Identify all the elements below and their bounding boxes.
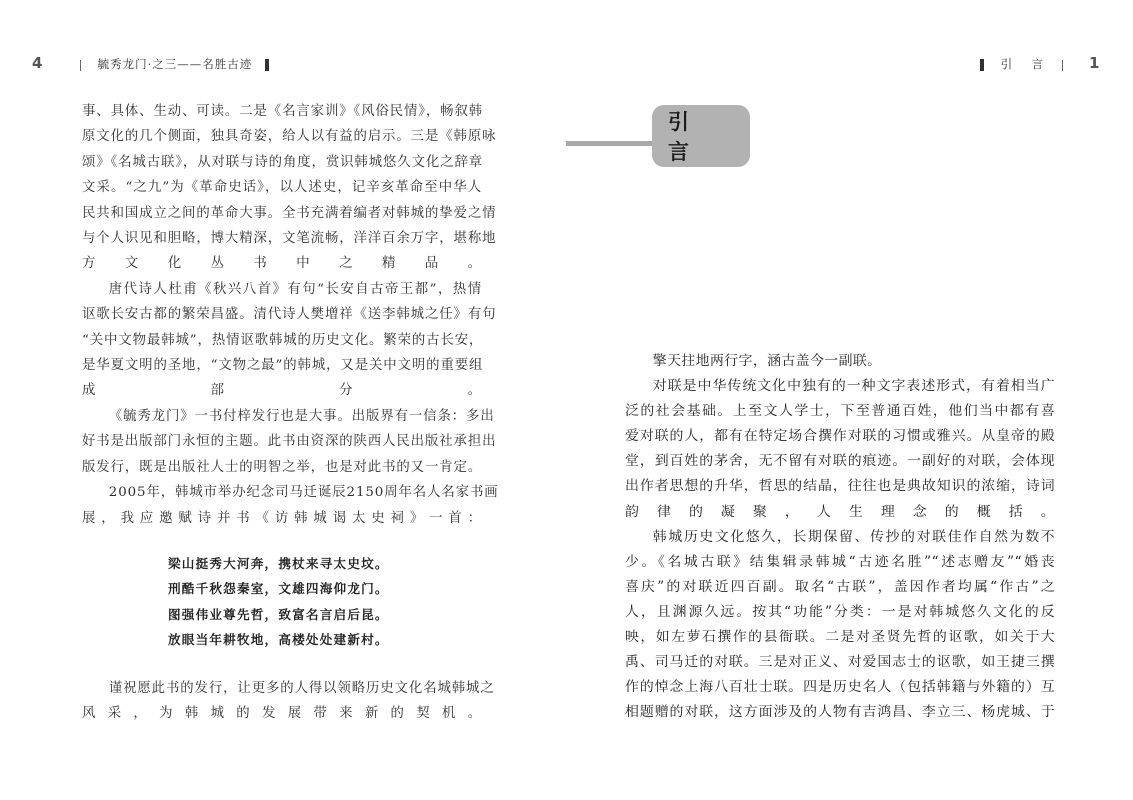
- poem-line: 放眼当年耕牧地，高楼处处建新村。: [168, 632, 389, 648]
- right-header-text: 引 言: [1000, 57, 1048, 71]
- poem: [168, 551, 389, 653]
- left-page-body: [82, 99, 499, 531]
- paragraph: 2005年，韩城市举办纪念司马迁诞辰2150周年名人名家书画 展，我应邀赋诗并书《访韩城谒太史祠》一首：: [82, 485, 499, 526]
- right-page-body: [625, 349, 1055, 725]
- closing-paragraph: [82, 676, 495, 727]
- couplet-epigraph: 擎天拄地两行字，涵古盖今一副联。: [652, 353, 882, 369]
- paragraph: 韩城历史文化悠久，长期保留、传抄的对联佳作自然为数不 少。《名城古联》结集辑录韩城“古迹名胜”“述志赠友”“婚丧 喜庆”的对联近四百副。取名“古联”，盖因作者均属“作古”之 人，且渊源久远。按其“功能”分类：一是对韩城悠久文化的反 映，如左萝石撰作的县衙联。二是对圣贤先哲的讴歌，如关于大 禹、司马迁的对联。三是对正义、对爱国志士的讴歌，如王捷三撰 作的悼念上海八百壮士联。四是历史名人（包括韩籍与外籍的）互 相题赠的对联，这方面涉及的人物有吉鸿昌、李立三、杨虎城、于: [625, 528, 1055, 721]
- left-page-number: 4: [32, 54, 43, 72]
- paragraph: 对联是中华传统文化中独有的一种文字表述形式，有着相当广 泛的社会基础。上至文人学士，下至普通百姓，他们当中都有喜 爱对联的人，都有在特定场合撰作对联的习惯或雅兴。从皇帝的殿 堂，到百姓的茅舍，无不留有对联的痕迹。一副好的对联，会体现 出作者思想的升华，哲思的结晶，往往也是典故知识的浓缩，诗词 韵律的凝聚，人生理念的概括。: [625, 378, 1055, 520]
- right-running-header: [980, 56, 1063, 72]
- header-rule: [80, 60, 81, 71]
- poem-line: 梁山挺秀大河奔，携杖来寻太史坟。: [168, 556, 389, 571]
- paragraph: 谨祝愿此书的发行，让更多的人得以领略历史文化名城韩城之 风采，为韩城的发展带来新的契机。: [82, 681, 495, 722]
- chapter-heading-rule: [566, 141, 666, 146]
- right-page-number: 1: [1089, 54, 1100, 72]
- poem-line: 图强伟业尊先哲，致富名言启后昆。: [168, 606, 389, 622]
- left-header-text: 毓秀龙门·之三——名胜古迹: [97, 57, 253, 71]
- header-marker: [980, 59, 984, 71]
- header-marker: [265, 59, 269, 71]
- left-running-header: [80, 56, 269, 72]
- paragraph: 事、具体、生动、可读。二是《名言家训》《风俗民情》，畅叙韩 原文化的几个侧面，独具奇姿，给人以有益的启示。三是《韩原咏 颂》《名城古联》，从对联与诗的角度，赏识韩城悠久文化之辞章 文采。“之九”为《革命史话》，以人述史，记辛亥革命至中华人 民共和国成立之间的革命大事。全书充满着编者对韩城的挚爱之情 与个人识见和胆略，博大精深，文笔流畅，洋洋百余万字，堪称地 方文化丛书中之精品。: [82, 104, 497, 272]
- header-rule: [1062, 60, 1063, 71]
- chapter-title: 引 言: [652, 105, 750, 167]
- paragraph: 《毓秀龙门》一书付梓发行也是大事。出版界有一信条：多出 好书是出版部门永恒的主题。此书由资深的陕西人民出版社承担出 版发行，既是出版社人士的明智之举，也是对此书的又一肯定。: [82, 408, 497, 475]
- paragraph: 唐代诗人杜甫《秋兴八首》有句“长安自古帝王都”，热情 讴歌长安古都的繁荣昌盛。清代诗人樊增祥《送李韩城之任》有句 “关中文物最韩城”，热情讴歌韩城的历史文化。繁荣的古长安， 是华夏文明的圣地，“文物之最”的韩城，又是关中文明的重要组 成部分。: [82, 281, 497, 399]
- poem-line: 刑酷千秋怨秦室，文雄四海仰龙门。: [168, 581, 389, 597]
